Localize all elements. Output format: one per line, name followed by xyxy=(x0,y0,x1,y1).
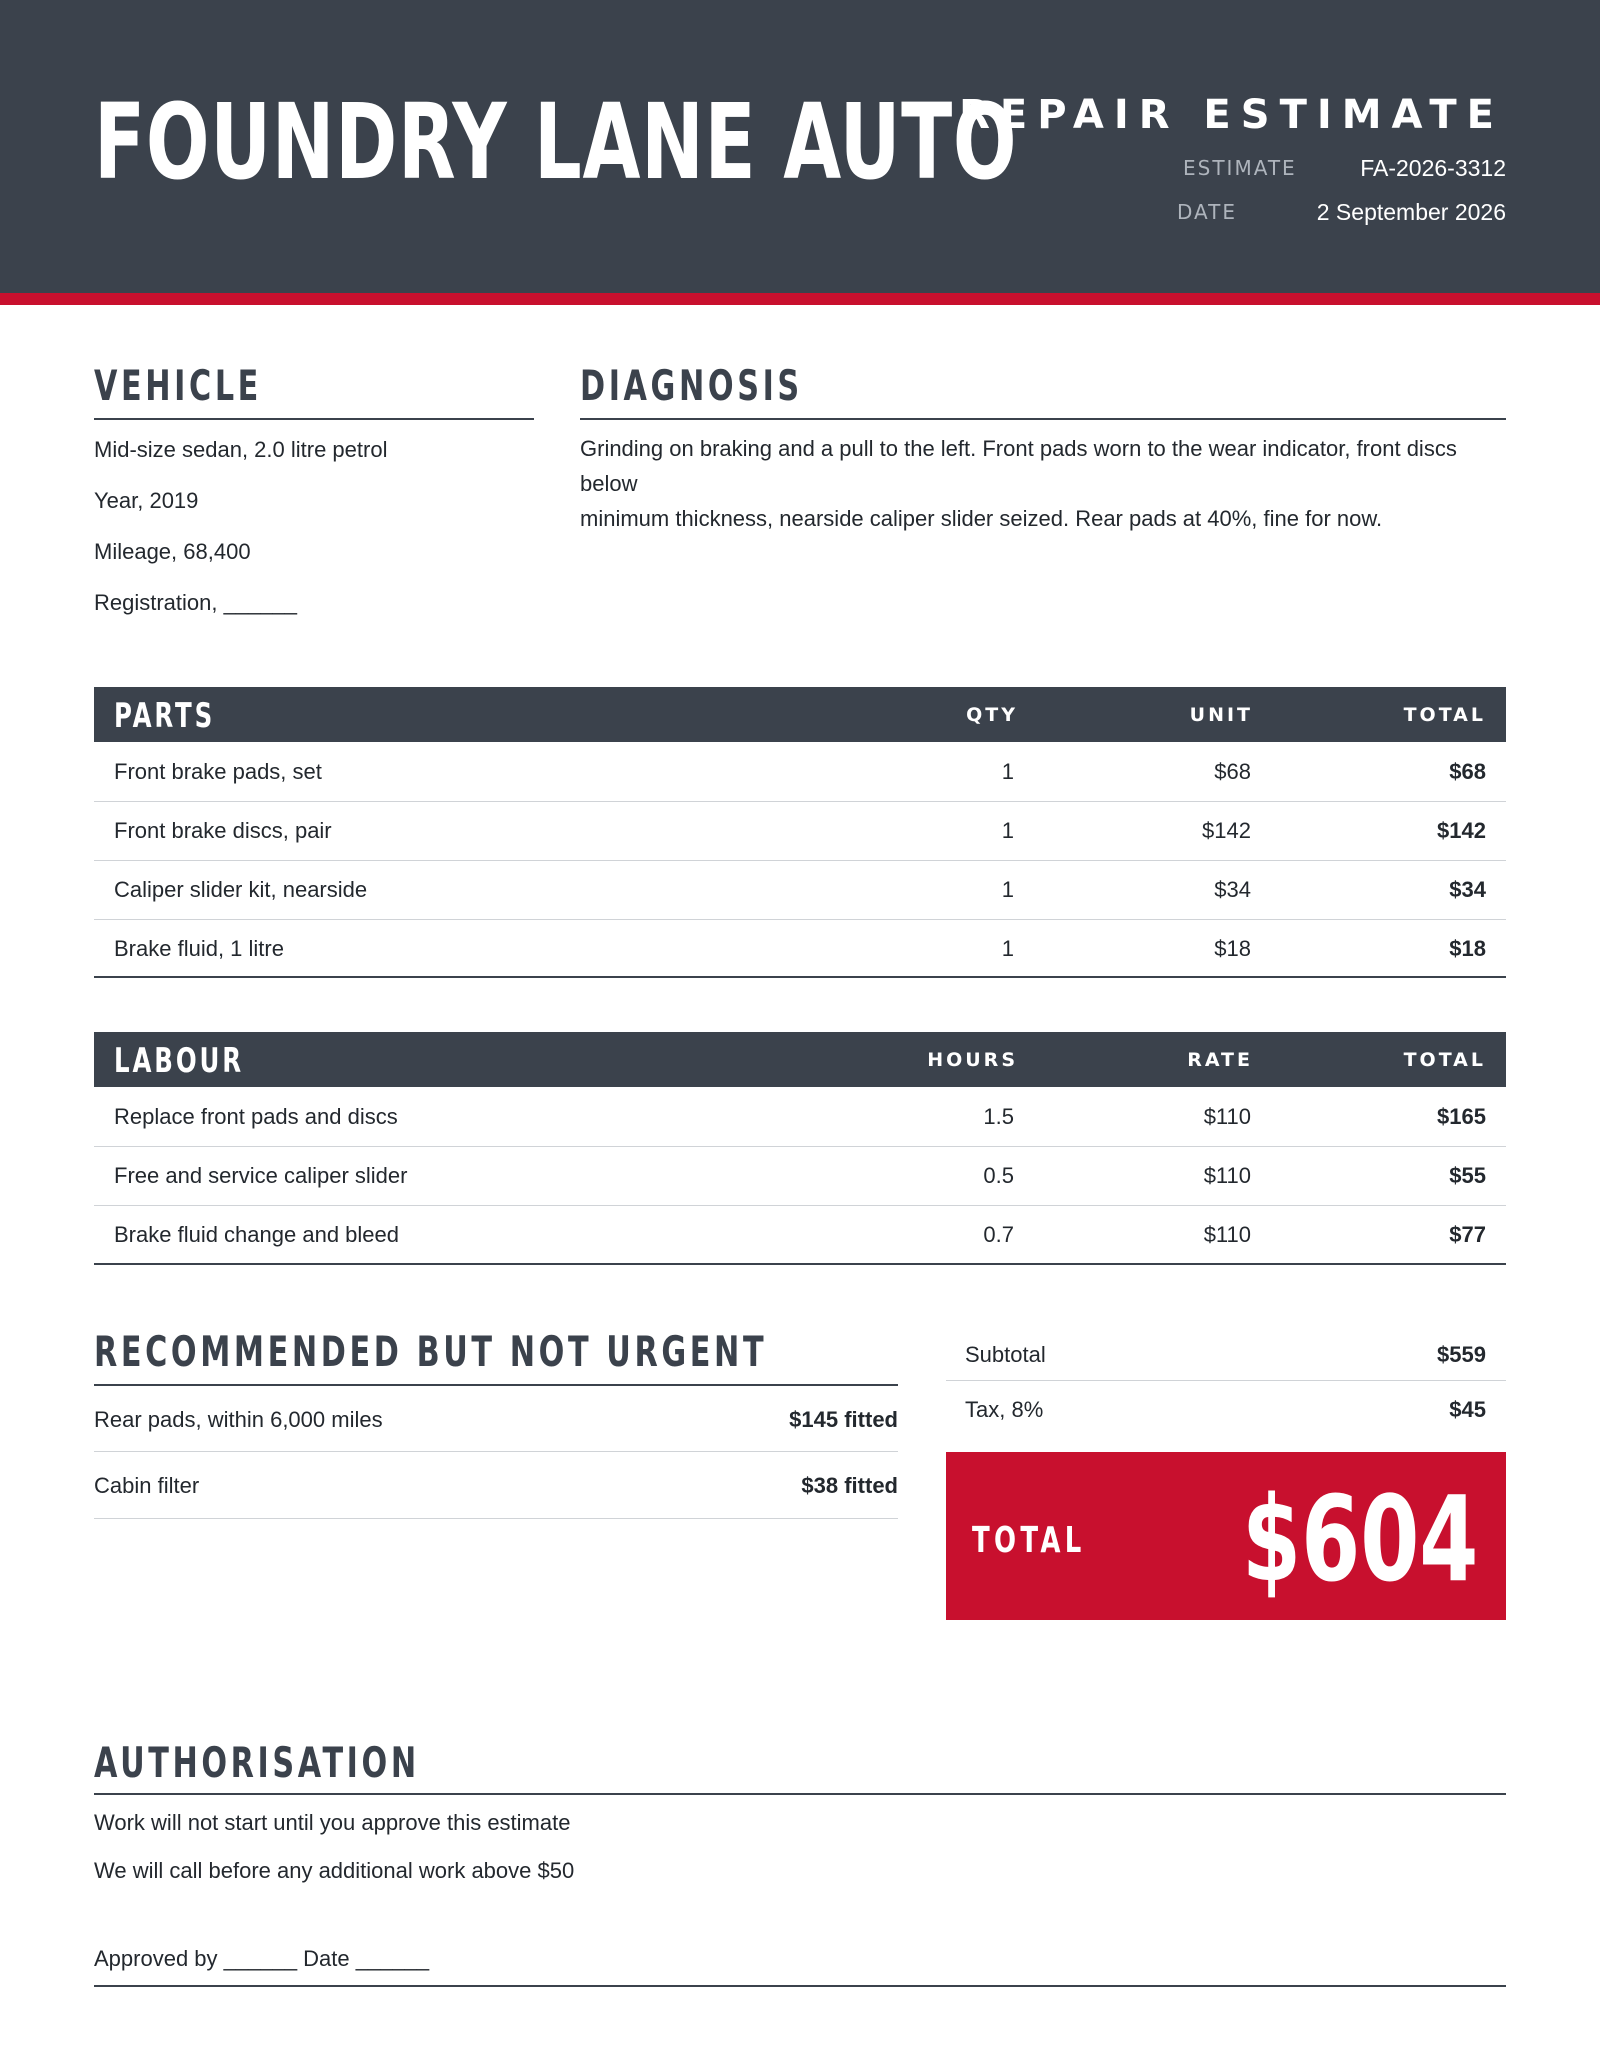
labour-task: Brake fluid change and bleed xyxy=(114,1222,399,1247)
vehicle-model: Mid-size sedan, 2.0 litre petrol xyxy=(94,437,388,462)
labour-col-total: TOTAL xyxy=(1403,1049,1486,1071)
table-row xyxy=(94,860,1506,919)
authorisation-rule xyxy=(94,1793,1506,1795)
total-label: TOTAL xyxy=(972,1520,1086,1561)
vehicle-title: VEHICLE xyxy=(94,361,262,410)
parts-table-header xyxy=(94,687,1506,742)
signature-rule xyxy=(94,1985,1506,1987)
diagnosis-title: DIAGNOSIS xyxy=(580,361,803,410)
accent-bar xyxy=(0,293,1600,305)
vehicle-registration: Registration, ______ xyxy=(94,590,298,615)
row-divider xyxy=(946,1380,1506,1381)
recommended-item-name: Rear pads, within 6,000 miles xyxy=(94,1407,383,1432)
part-total: $18 xyxy=(1449,936,1486,961)
table-row xyxy=(94,1205,1506,1264)
part-total: $34 xyxy=(1449,877,1486,902)
brand-name: FOUNDRY LANE AUTO xyxy=(94,81,1018,203)
part-unit: $142 xyxy=(1202,818,1251,843)
authorisation-note-1: Work will not start until you approve this estimate xyxy=(94,1810,571,1835)
labour-task: Replace front pads and discs xyxy=(114,1104,398,1129)
tax-label: Tax, 8% xyxy=(965,1397,1044,1422)
authorisation-title: AUTHORISATION xyxy=(94,1738,420,1787)
row-divider xyxy=(94,1451,898,1452)
part-qty: 1 xyxy=(1001,936,1014,961)
parts-col-qty: QTY xyxy=(966,704,1018,726)
labour-hours: 0.5 xyxy=(983,1163,1014,1188)
diagnosis-rule xyxy=(580,418,1506,420)
date-label: DATE xyxy=(1177,200,1238,224)
parts-title: PARTS xyxy=(114,696,216,736)
part-unit: $68 xyxy=(1214,759,1251,784)
labour-rate: $110 xyxy=(1203,1222,1251,1247)
labour-rate: $110 xyxy=(1203,1104,1251,1129)
document-type: REPAIR ESTIMATE xyxy=(959,92,1504,138)
part-total: $142 xyxy=(1437,818,1486,843)
parts-col-unit: UNIT xyxy=(1189,704,1253,726)
vehicle-year: Year, 2019 xyxy=(94,488,199,513)
labour-title: LABOUR xyxy=(114,1041,245,1081)
total-box xyxy=(946,1452,1506,1620)
vehicle-mileage: Mileage, 68,400 xyxy=(94,539,251,564)
labour-task: Free and service caliper slider xyxy=(114,1163,408,1188)
header-band xyxy=(0,0,1600,293)
part-qty: 1 xyxy=(1001,818,1014,843)
labour-rate: $110 xyxy=(1203,1163,1251,1188)
part-name: Caliper slider kit, nearside xyxy=(114,877,368,902)
diagnosis-line-2: minimum thickness, nearside caliper slider seized. Rear pads at 40%, fine for now. xyxy=(580,506,1383,531)
diagnosis-line-1: Grinding on braking and a pull to the left. Front pads worn to the wear indicator, front discs below xyxy=(580,436,1457,496)
parts-table-bottom-rule xyxy=(94,976,1506,978)
part-qty: 1 xyxy=(1001,759,1014,784)
estimate-date: 2 September 2026 xyxy=(1316,199,1506,225)
labour-total: $77 xyxy=(1449,1222,1486,1247)
signature-line: Approved by ______ Date ______ xyxy=(94,1946,430,1971)
recommended-rule xyxy=(94,1384,898,1386)
part-name: Brake fluid, 1 litre xyxy=(114,936,284,961)
part-name: Front brake pads, set xyxy=(114,759,322,784)
table-row xyxy=(94,1087,1506,1146)
estimate-label: ESTIMATE xyxy=(1183,156,1297,180)
recommended-item-price: $38 fitted xyxy=(801,1473,898,1498)
table-row xyxy=(94,742,1506,801)
labour-table-bottom-rule xyxy=(94,1263,1506,1265)
row-divider xyxy=(94,1518,898,1519)
part-qty: 1 xyxy=(1001,877,1014,902)
authorisation-note-2: We will call before any additional work above $50 xyxy=(94,1858,575,1883)
part-unit: $18 xyxy=(1214,936,1251,961)
vehicle-rule xyxy=(94,418,534,420)
total-amount xyxy=(1150,1470,1478,1608)
total-amount-text: $604 xyxy=(1241,1470,1478,1608)
labour-hours: 1.5 xyxy=(983,1104,1014,1129)
table-row xyxy=(94,801,1506,860)
labour-col-hours: HOURS xyxy=(927,1049,1018,1071)
labour-total: $165 xyxy=(1437,1104,1486,1129)
part-total: $68 xyxy=(1449,759,1486,784)
subtotal-value: $559 xyxy=(1437,1342,1486,1367)
tax-value: $45 xyxy=(1449,1397,1486,1422)
table-row xyxy=(94,1146,1506,1205)
labour-hours: 0.7 xyxy=(983,1222,1014,1247)
diagnosis-text xyxy=(580,431,1506,536)
part-unit: $34 xyxy=(1214,877,1251,902)
labour-total: $55 xyxy=(1449,1163,1486,1188)
recommended-item-price: $145 fitted xyxy=(789,1407,898,1432)
recommended-title: RECOMMENDED BUT NOT URGENT xyxy=(94,1327,768,1376)
subtotal-label: Subtotal xyxy=(965,1342,1046,1367)
estimate-number: FA-2026-3312 xyxy=(1360,155,1506,181)
labour-table-header xyxy=(94,1032,1506,1087)
table-row xyxy=(94,919,1506,978)
parts-col-total: TOTAL xyxy=(1403,704,1486,726)
recommended-item-name: Cabin filter xyxy=(94,1473,200,1498)
labour-col-rate: RATE xyxy=(1187,1049,1253,1071)
part-name: Front brake discs, pair xyxy=(114,818,332,843)
